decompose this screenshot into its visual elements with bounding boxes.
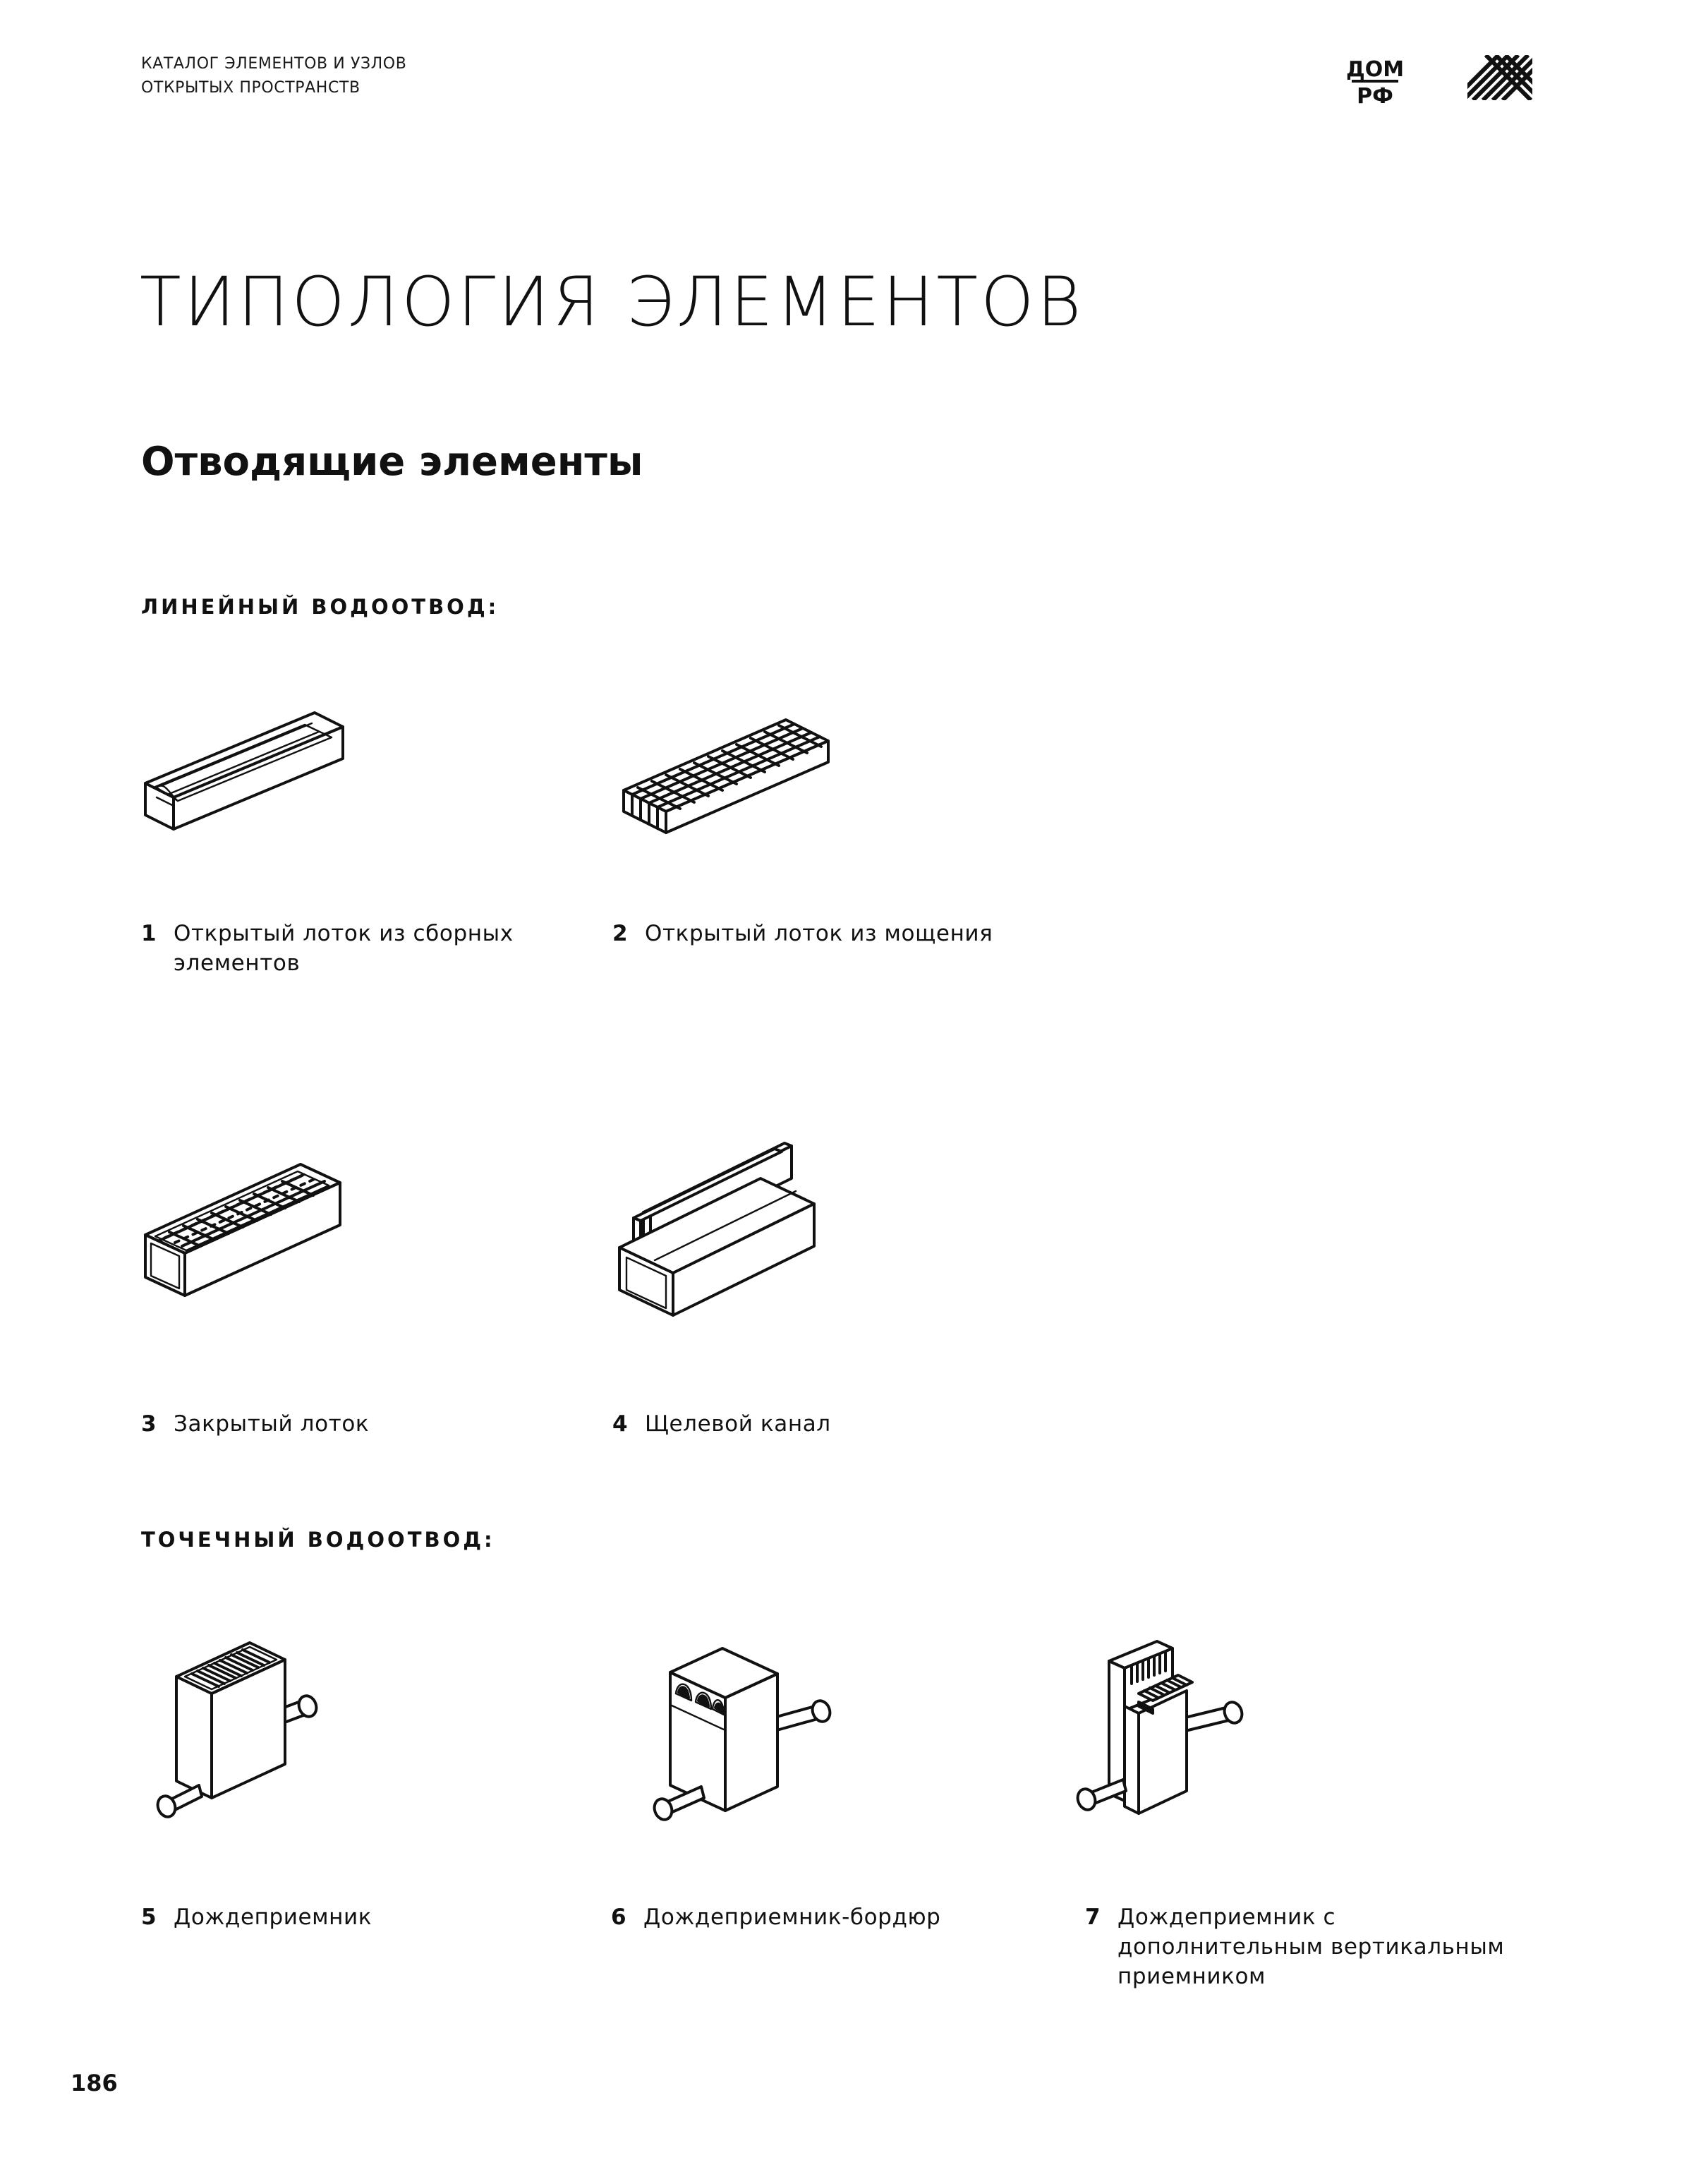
- caption-item-2: [612, 919, 1064, 982]
- caption-number: 3: [141, 1411, 157, 1437]
- curb-inlet-icon: [656, 1634, 832, 1825]
- caption-number: 1: [141, 921, 157, 946]
- header-line-2: ОТКРЫТЫХ ПРОСТРАНСТВ: [141, 79, 361, 97]
- caption-text: Щелевой канал: [645, 1411, 831, 1437]
- open-precast-tray-icon: [141, 688, 353, 836]
- page-subtitle: Отводящие элементы: [141, 439, 643, 485]
- caption-text: Открытый лоток из мощения: [645, 921, 993, 946]
- inlet-with-vertical-receiver-icon: [1074, 1634, 1257, 1825]
- caption-item-7: [1085, 1902, 1537, 1989]
- caption-item-6: [611, 1902, 1062, 1938]
- caption-item-3: [141, 1409, 593, 1444]
- caption-item-4: [612, 1409, 1064, 1444]
- slot-channel-icon: [615, 1135, 834, 1325]
- header-line-1: КАТАЛОГ ЭЛЕМЕНТОВ И УЗЛОВ: [141, 55, 407, 73]
- caption-text: Закрытый лоток: [174, 1411, 370, 1437]
- closed-tray-icon: [141, 1150, 353, 1305]
- dom-rf-logo: [1345, 54, 1405, 109]
- caption-item-5: [141, 1902, 593, 1938]
- section-linear-drainage: ЛИНЕЙНЫЙ ВОДООТВОД:: [141, 595, 499, 619]
- caption-text: Дождеприемник с дополнительным вертикальным приемником: [1118, 1905, 1505, 1989]
- paved-tray-icon: [619, 713, 845, 843]
- caption-text: Дождеприемник-бордюр: [643, 1905, 941, 1930]
- caption-number: 5: [141, 1905, 157, 1930]
- logo-text-bottom: РФ: [1357, 84, 1393, 109]
- caption-number: 7: [1085, 1905, 1101, 1930]
- rain-inlet-icon: [152, 1634, 329, 1818]
- caption-number: 6: [611, 1905, 627, 1930]
- caption-item-1: [141, 919, 593, 982]
- header-catalog-title: [141, 52, 406, 100]
- pattern-logo-icon: [1467, 55, 1532, 100]
- page-number: 186: [71, 2070, 118, 2096]
- page-title: ТИПОЛОГИЯ ЭЛЕМЕНТОВ: [140, 262, 1084, 342]
- caption-number: 2: [612, 921, 629, 946]
- caption-text: Дождеприемник: [174, 1905, 373, 1930]
- caption-text: Открытый лоток из сборных элементов: [174, 921, 514, 976]
- logo-text-top: ДОМ: [1345, 57, 1405, 82]
- caption-number: 4: [612, 1411, 629, 1437]
- section-point-drainage: ТОЧЕЧНЫЙ ВОДООТВОД:: [141, 1528, 495, 1552]
